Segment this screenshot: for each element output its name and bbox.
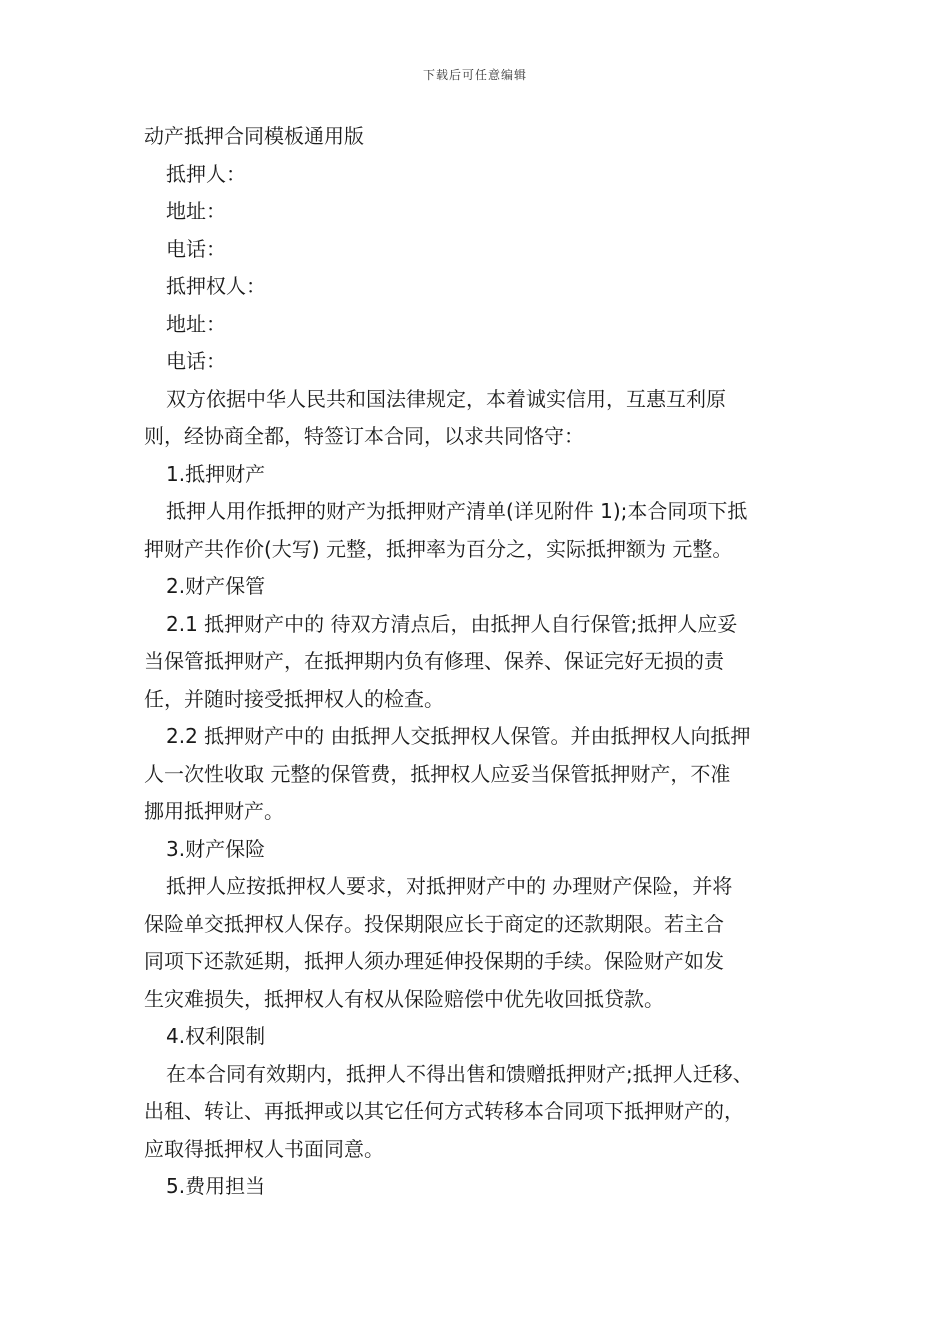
document-line: 地址： bbox=[166, 199, 226, 223]
document-line: 任，并随时接受抵押权人的检查。 bbox=[144, 686, 444, 711]
document-line: 则，经协商全都，特签订本合同，以求共同恪守： bbox=[144, 424, 584, 448]
document-line: 1.抵押财产 bbox=[166, 461, 266, 486]
document-line: 出租、转让、再抵押或以其它任何方式转移本合同项下抵押财产的， bbox=[144, 1099, 744, 1123]
document-line: 当保管抵押财产，在抵押期内负有修理、保养、保证完好无损的责 bbox=[144, 649, 724, 673]
document-line: 抵押人用作抵押的财产为抵押财产清单(详见附件 1);本合同项下抵 bbox=[166, 499, 748, 523]
document-line: 2.财产保管 bbox=[166, 574, 266, 598]
document-line: 押财产共作价(大写) 元整，抵押率为百分之，实际抵押额为 元整。 bbox=[144, 536, 733, 561]
document-line: 电话： bbox=[166, 349, 226, 373]
document-line: 5.费用担当 bbox=[166, 1174, 266, 1198]
document-line: 生灾难损失，抵押权人有权从保险赔偿中优先收回抵贷款。 bbox=[144, 986, 664, 1011]
document-line: 抵押权人： bbox=[166, 274, 266, 298]
document-line: 挪用抵押财产。 bbox=[144, 799, 284, 823]
document-line: 同项下还款延期，抵押人须办理延伸投保期的手续。保险财产如发 bbox=[144, 949, 724, 973]
header-note: 下载后可任意编辑 bbox=[422, 68, 527, 82]
document-line: 抵押人： bbox=[166, 161, 246, 186]
document-line: 电话： bbox=[166, 236, 226, 261]
document-lines bbox=[144, 156, 814, 1206]
document-line: 双方依据中华人民共和国法律规定，本着诚实信用，互惠互利原 bbox=[166, 386, 726, 411]
document-line: 2.1 抵押财产中的 待双方清点后，由抵押人自行保管;抵押人应妥 bbox=[166, 611, 738, 636]
document-line: 2.2 抵押财产中的 由抵押人交抵押权人保管。并由抵押权人向抵押 bbox=[166, 724, 751, 748]
document-line: 地址： bbox=[166, 311, 226, 336]
document-line: 人一次性收取 元整的保管费，抵押权人应妥当保管抵押财产，不准 bbox=[144, 761, 731, 786]
document-body bbox=[144, 118, 814, 1206]
document-title: 动产抵押合同模板通用版 bbox=[144, 124, 364, 148]
document-line: 3.财产保险 bbox=[166, 836, 266, 861]
document-line: 保险单交抵押权人保存。投保期限应长于商定的还款期限。若主合 bbox=[144, 911, 724, 936]
document-line: 在本合同有效期内，抵押人不得出售和馈赠抵押财产;抵押人迁移、 bbox=[166, 1061, 753, 1086]
document-line: 4.权利限制 bbox=[166, 1024, 266, 1048]
document-line: 应取得抵押权人书面同意。 bbox=[144, 1136, 384, 1161]
document-line: 抵押人应按抵押权人要求，对抵押财产中的 办理财产保险，并将 bbox=[166, 874, 733, 898]
